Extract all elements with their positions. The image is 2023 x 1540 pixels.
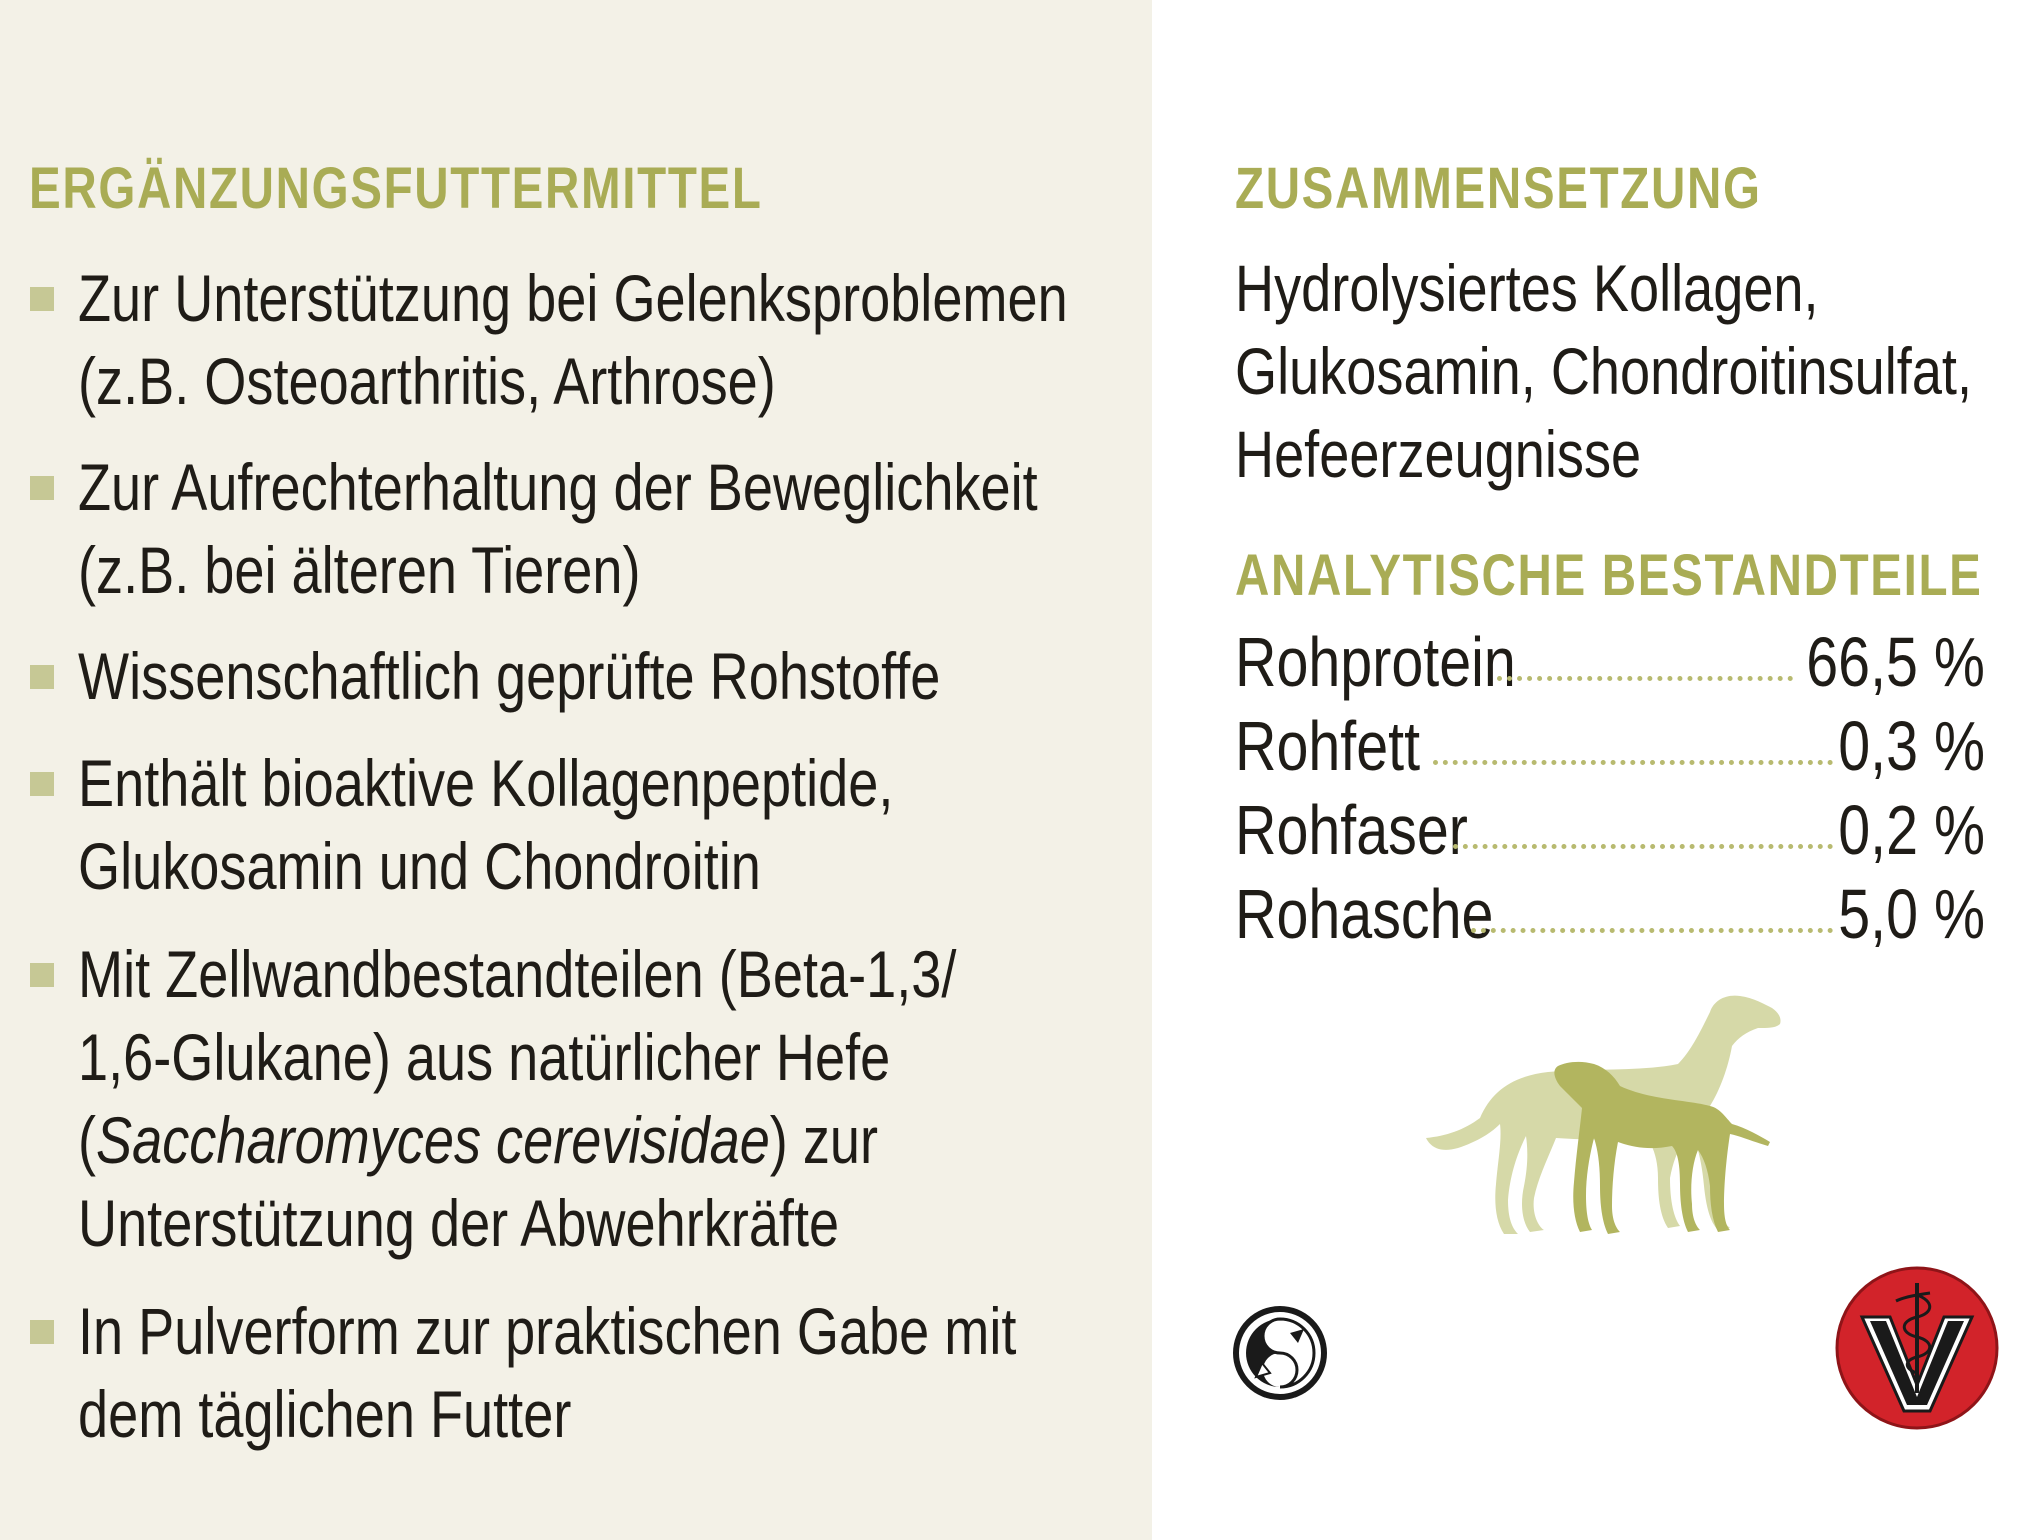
- composition-line: Hydrolysiertes Kollagen,: [1235, 251, 1819, 325]
- bullet-line: In Pulverform zur praktischen Gabe mit: [78, 1294, 1017, 1368]
- bullet-line: Mit Zellwandbestandteilen (Beta-1,3/: [78, 937, 957, 1011]
- bullet-line: 1,6-Glukane) aus natürlicher Hefe: [78, 1020, 891, 1094]
- analysis-label: Rohfaser: [1235, 791, 1468, 869]
- analysis-label: Rohfett: [1235, 707, 1421, 785]
- analysis-value: 66,5 %: [1806, 623, 1985, 701]
- species-name: Saccharomyces cerevisidae: [96, 1103, 770, 1177]
- analysis-value: 0,3 %: [1838, 707, 1985, 785]
- bullet-icon: [30, 772, 54, 796]
- bullet-line: Glukosamin und Chondroitin: [78, 829, 761, 903]
- bullet-icon: [30, 665, 54, 689]
- bullet-line: [78, 1099, 956, 1182]
- dogs-silhouette-icon: [1420, 990, 1800, 1250]
- green-dot-icon: [1232, 1305, 1328, 1401]
- bullet-line: (z.B. Osteoarthritis, Arthrose): [78, 344, 776, 418]
- leader-dots: [1471, 928, 1833, 933]
- bullet-icon: [30, 963, 54, 987]
- bullet-line: dem täglichen Futter: [78, 1377, 572, 1451]
- leader-dots: [1453, 844, 1833, 849]
- analysis-row: [1235, 872, 1985, 956]
- bullet-line: Unterstützung der Abwehrkräfte: [78, 1186, 840, 1260]
- product-type-heading: ERGÄNZUNGSFUTTERMITTEL: [29, 156, 763, 221]
- composition-heading: ZUSAMMENSETZUNG: [1235, 156, 1762, 221]
- bullet-line: Wissenschaftlich geprüfte Rohstoffe: [78, 639, 941, 713]
- bullet-line: Zur Unterstützung bei Gelenksproblemen: [78, 261, 1068, 335]
- vet-caduceus-logo: [1834, 1265, 2000, 1431]
- analysis-value: 0,2 %: [1838, 791, 1985, 869]
- composition-line: Glukosamin, Chondroitinsulfat,: [1235, 334, 1973, 408]
- bullet-line: Zur Aufrechterhaltung der Beweglichkeit: [78, 450, 1038, 524]
- composition-line: Hefeerzeugnisse: [1235, 417, 1642, 491]
- bullet-line: (z.B. bei älteren Tieren): [78, 533, 641, 607]
- analysis-label: Rohprotein: [1235, 623, 1516, 701]
- paren-close: ) zur: [769, 1103, 879, 1177]
- analysis-row: [1235, 704, 1985, 788]
- composition-text: [1235, 247, 1972, 496]
- bullet-icon: [30, 476, 54, 500]
- bullet-icon: [30, 1320, 54, 1344]
- bullet-icon: [30, 287, 54, 311]
- analysis-value: 5,0 %: [1838, 875, 1985, 953]
- analysis-label: Rohasche: [1235, 875, 1494, 953]
- analysis-heading: ANALYTISCHE BESTANDTEILE: [1235, 543, 1983, 608]
- analysis-row: [1235, 788, 1985, 872]
- leader-dots: [1433, 760, 1833, 765]
- leader-dots: [1497, 676, 1793, 681]
- bullet-line: Enthält bioaktive Kollagenpeptide,: [78, 746, 894, 820]
- paren-open: (: [78, 1103, 97, 1177]
- analysis-row: [1235, 620, 1985, 704]
